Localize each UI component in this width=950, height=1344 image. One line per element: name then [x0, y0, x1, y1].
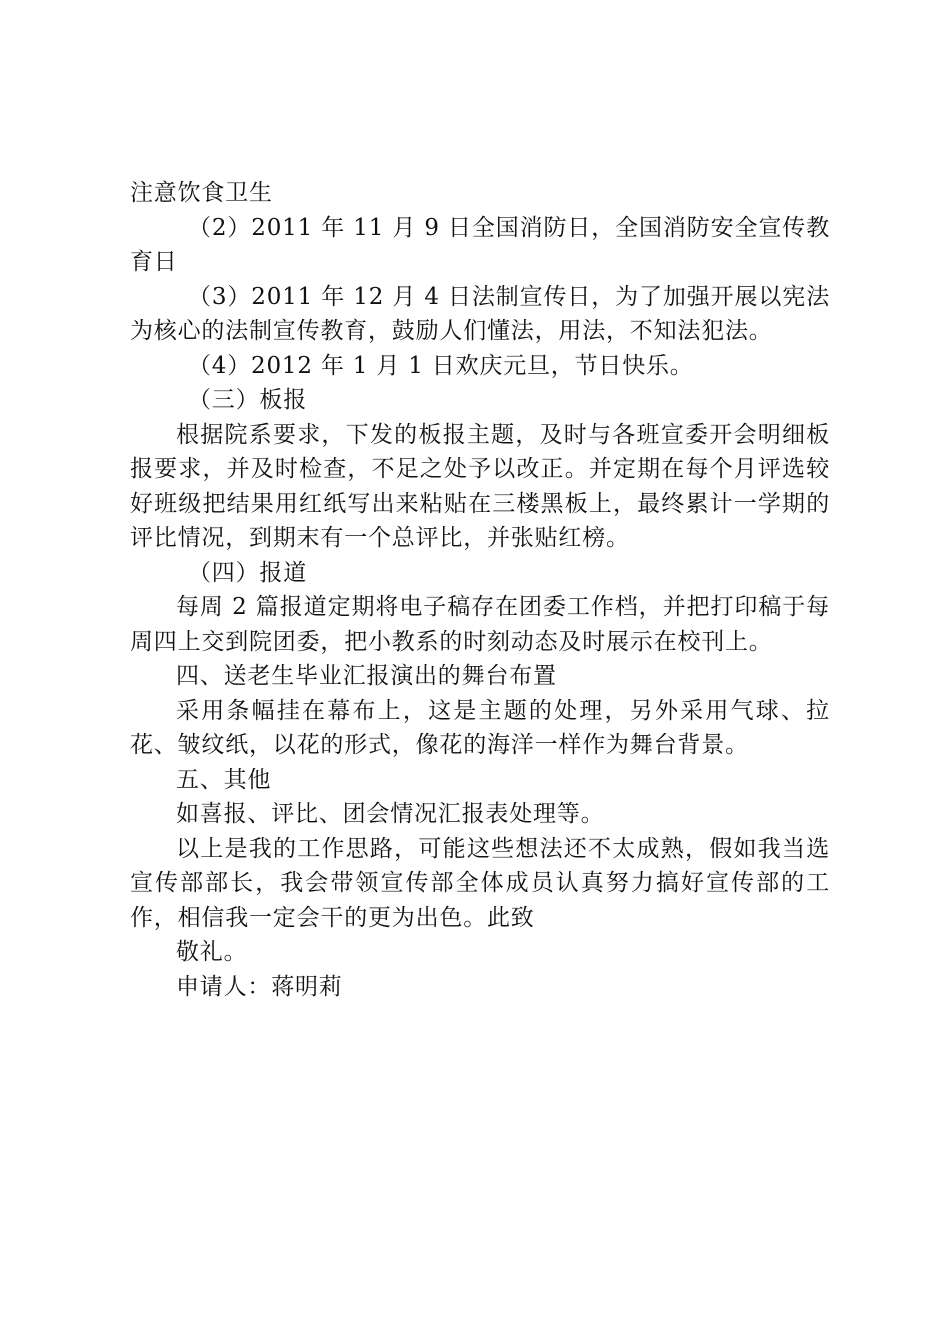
paragraph-reports: 每周 2 篇报道定期将电子稿存在团委工作档，并把打印稿于每周四上交到院团委，把小教系的时刻动态及时展示在校刊上。: [130, 594, 830, 655]
paragraph-food-hygiene: 注意饮食卫生: [130, 180, 273, 206]
document-body: [130, 176, 830, 1004]
paragraph-other: 如喜报、评比、团会情况汇报表处理等。: [176, 801, 605, 827]
heading-other: 五、其他: [176, 766, 272, 793]
paragraph-new-year: （4）2012 年 1 月 1 日欢庆元旦，节日快乐。: [188, 352, 694, 379]
paragraph-legal-day: （3）2011 年 12 月 4 日法制宣传日，为了加强开展以宪法为核心的法制宣传教育，鼓励人们懂法，用法，不知法犯法。: [130, 283, 830, 344]
heading-stage-layout: 四、送老生毕业汇报演出的舞台布置: [176, 663, 557, 689]
paragraph-fire-day: （2）2011 年 11 月 9 日全国消防日，全国消防安全宣传教育日: [130, 214, 830, 275]
paragraph-stage-layout: 采用条幅挂在幕布上，这是主题的处理，另外采用气球、拉花、皱纹纸，以花的形式，像花的海洋一样作为舞台背景。: [130, 697, 830, 758]
paragraph-conclusion: 以上是我的工作思路，可能这些想法还不太成熟，假如我当选宣传部部长，我会带领宣传部全体成员认真努力搞好宣传部的工作，相信我一定会干的更为出色。此致: [130, 835, 830, 931]
heading-reports: （四）报道: [188, 559, 307, 586]
paragraph-blackboard: 根据院系要求，下发的板报主题，及时与各班宣委开会明细板报要求，并及时检查，不足之处予以改正。并定期在每个月评选较好班级把结果用红纸写出来粘贴在三楼黑板上，最终累计一学期的评比情况，到期末有一个总评比，并张贴红榜。: [130, 421, 830, 551]
paragraph-salutation: 敬礼。: [176, 939, 248, 965]
paragraph-applicant: 申请人：蒋明莉: [176, 973, 343, 1000]
heading-blackboard: （三）板报: [188, 387, 307, 413]
